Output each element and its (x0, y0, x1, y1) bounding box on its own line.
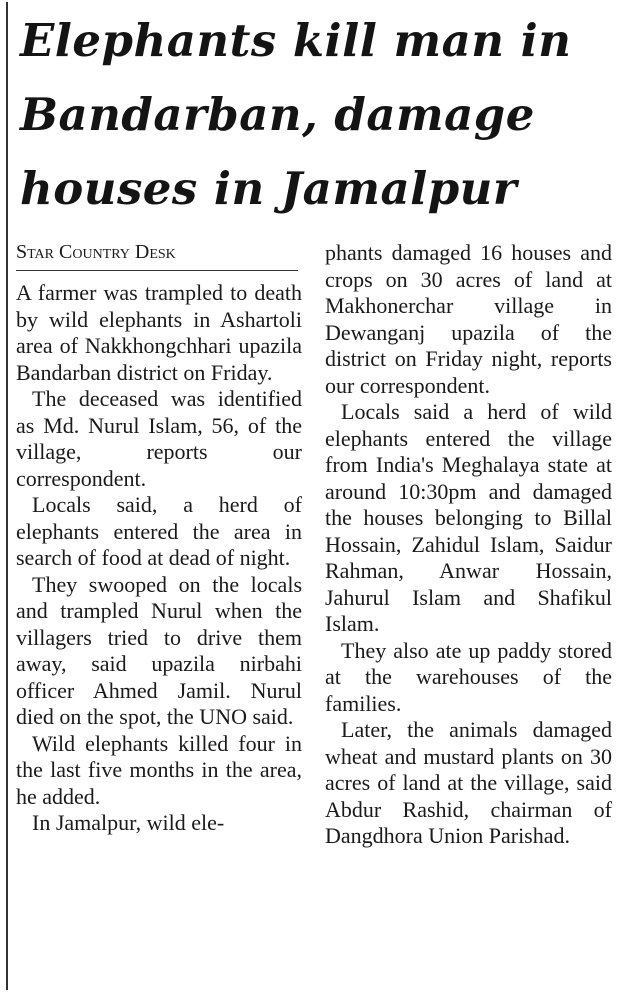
paragraph: phants damaged 16 houses and crops on 30 acres of land at Makhonerchar village in Dewanganj upazila of the district on Friday night, reports our correspondent. (325, 240, 612, 398)
byline: Star Country Desk (16, 238, 298, 271)
paragraph: A farmer was trampled to death by wild elephants in Ashartoli area of Nakkhongchhari upazila Bandarban district on Friday. (16, 280, 302, 385)
paragraph: In Jamalpur, wild ele- (32, 810, 225, 835)
paragraph: Locals said a herd of wild elephants entered the village from India's Meghalaya state at around 10:30pm and damaged the houses belonging to Billal Hossain, Zahidul Islam, Saidur Rahman, Anwar Hossain, Jahurul Islam and Shafikul Islam. (325, 399, 612, 636)
article-column-left (16, 238, 302, 837)
paragraph: They also ate up paddy stored at the warehouses of the families. (325, 637, 612, 716)
column-rule (6, 2, 8, 990)
paragraph: They swooped on the locals and trampled Nurul when the villagers tried to drive them away, said upazila nirbahi officer Ahmed Jamil. Nurul died on the spot, the UNO said. (16, 571, 302, 729)
paragraph: The deceased was identified as Md. Nurul Islam, 56, of the village, reports our correspondent. (16, 386, 302, 491)
article-column-right (325, 240, 612, 850)
paragraph: Later, the animals damaged wheat and mustard plants on 30 acres of land at the village, said Abdur Rashid, chairman of Dangdhora Union Parishad. (325, 717, 612, 848)
headline: Elephants kill man in Bandarban, damage houses in Jamalpur (20, 14, 572, 215)
paragraph: Locals said, a herd of elephants entered the area in search of food at dead of night. (16, 492, 302, 570)
paragraph: Wild elephants killed four in the last five months in the area, he added. (16, 730, 302, 809)
